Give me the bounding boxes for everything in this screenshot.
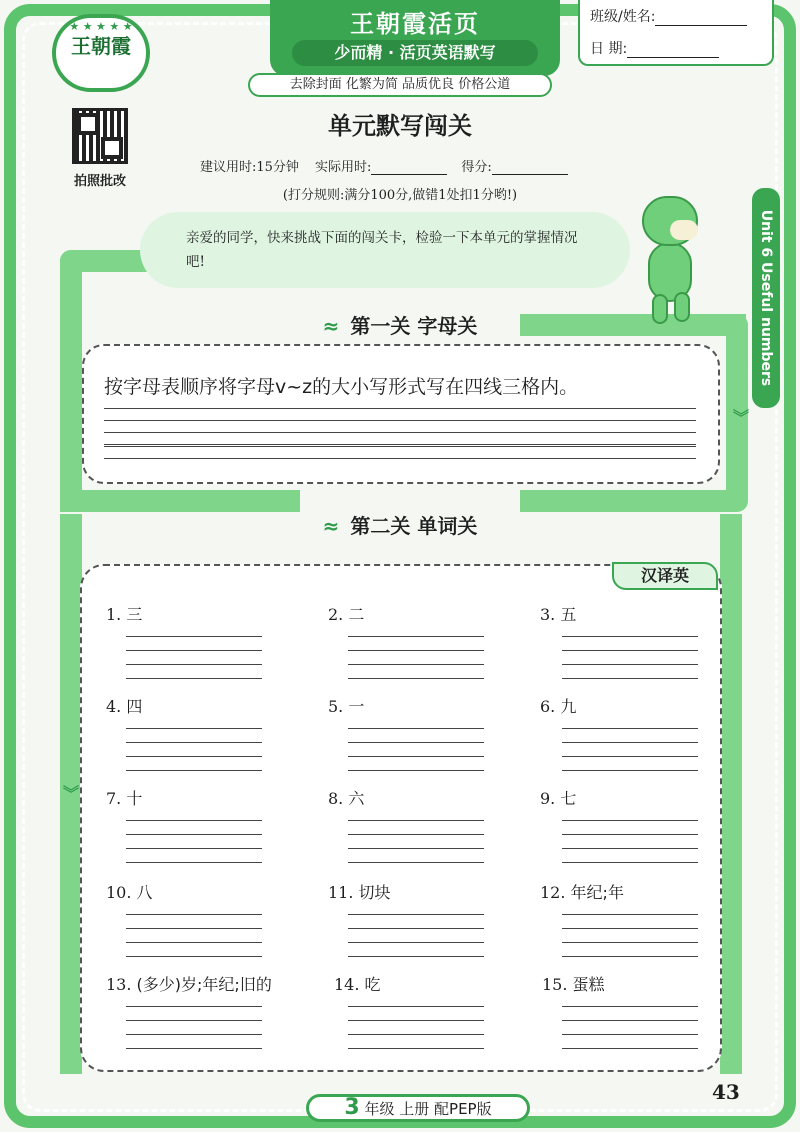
section1-title: 第一关 字母关 bbox=[350, 314, 478, 338]
answer-lines[interactable] bbox=[562, 820, 698, 868]
answer-lines[interactable] bbox=[562, 636, 698, 684]
vocab-item: 3. 五 bbox=[540, 605, 577, 624]
class-name-label: 班级/姓名: bbox=[590, 9, 656, 25]
answer-lines[interactable] bbox=[562, 728, 698, 776]
slogan: 去除封面 化繁为简 品质优良 价格公道 bbox=[248, 73, 552, 97]
writing-lines[interactable] bbox=[104, 408, 696, 446]
section2-heading bbox=[0, 510, 800, 539]
class-name-field[interactable] bbox=[655, 12, 747, 26]
answer-lines[interactable] bbox=[348, 1006, 484, 1054]
score-field[interactable] bbox=[492, 161, 568, 175]
answer-lines[interactable] bbox=[562, 914, 698, 962]
answer-lines[interactable] bbox=[562, 1006, 698, 1054]
time-info bbox=[200, 156, 568, 175]
brand-subtitle: 少而精 · 活页英语默写 bbox=[292, 40, 538, 66]
unit-tab bbox=[752, 188, 780, 408]
unit-tab-label: Unit 6 Useful numbers bbox=[758, 209, 774, 387]
class-name-row bbox=[590, 6, 747, 26]
vocab-item: 15. 蛋糕 bbox=[542, 975, 605, 994]
vocab-item: 12. 年纪;年 bbox=[540, 883, 624, 902]
score-label: 得分: bbox=[461, 160, 492, 175]
page-number: 43 bbox=[712, 1080, 740, 1104]
vocab-item: 5. 一 bbox=[328, 697, 365, 716]
grade-number: 3 bbox=[344, 1095, 360, 1120]
section1-instruction: 按字母表顺序将字母v~z的大小写形式写在四线三格内。 bbox=[104, 376, 579, 398]
chevron-down-icon: ︾ bbox=[733, 408, 750, 427]
vocab-item: 13. (多少)岁;年纪;旧的 bbox=[106, 975, 272, 994]
wave-icon: ≈ bbox=[322, 314, 340, 338]
track-left-bottom bbox=[60, 490, 300, 512]
student-info-box bbox=[578, 0, 774, 66]
wave-icon: ≈ bbox=[322, 514, 340, 538]
chevron-down-icon: ︾ bbox=[63, 784, 80, 803]
section1-heading bbox=[0, 310, 800, 339]
edition-pill bbox=[306, 1094, 530, 1122]
vocab-item: 7. 十 bbox=[106, 789, 143, 808]
vocab-item: 10. 八 bbox=[106, 883, 153, 902]
track-left-vertical bbox=[60, 250, 82, 512]
answer-lines[interactable] bbox=[348, 636, 484, 684]
vocab-item: 4. 四 bbox=[106, 697, 143, 716]
answer-lines[interactable] bbox=[126, 820, 262, 868]
vocab-item: 14. 吃 bbox=[334, 975, 381, 994]
logo-text: 王朝霞 bbox=[71, 34, 131, 58]
answer-lines[interactable] bbox=[348, 728, 484, 776]
brand-title: 王朝霞活页 bbox=[350, 9, 480, 38]
writing-lines[interactable] bbox=[104, 446, 696, 460]
answer-lines[interactable] bbox=[126, 1006, 262, 1054]
vocab-item: 1. 三 bbox=[106, 605, 143, 624]
vocab-item: 8. 六 bbox=[328, 789, 365, 808]
answer-lines[interactable] bbox=[126, 914, 262, 962]
scoring-rule: (打分规则:满分100分,做错1处扣1分哟!) bbox=[282, 188, 518, 203]
vocab-item: 6. 九 bbox=[540, 697, 577, 716]
vocab-item: 2. 二 bbox=[328, 605, 365, 624]
section2-title: 第二关 单词关 bbox=[350, 514, 478, 538]
vocab-item: 11. 切块 bbox=[328, 883, 391, 902]
actual-time-field[interactable] bbox=[371, 161, 447, 175]
answer-lines[interactable] bbox=[348, 820, 484, 868]
date-field[interactable] bbox=[627, 44, 719, 58]
brand-logo bbox=[52, 14, 150, 92]
translation-badge: 汉译英 bbox=[612, 562, 718, 590]
greeting-bubble: 亲爱的同学，快来挑战下面的闯关卡，检验一下本单元的掌握情况吧! bbox=[140, 212, 630, 288]
actual-time-label: 实际用时: bbox=[314, 160, 372, 175]
date-label: 日 期: bbox=[590, 41, 628, 57]
track-right-bottom bbox=[520, 490, 748, 512]
date-row bbox=[590, 38, 719, 58]
suggested-time: 建议用时:15分钟 bbox=[200, 160, 299, 175]
star-icon: ★ ★ ★ ★ ★ bbox=[69, 20, 133, 33]
qr-label: 拍照批改 bbox=[73, 174, 126, 189]
vocab-item: 9. 七 bbox=[540, 789, 577, 808]
answer-lines[interactable] bbox=[126, 728, 262, 776]
track-right-lower bbox=[720, 514, 742, 1074]
answer-lines[interactable] bbox=[126, 636, 262, 684]
page-title: 单元默写闯关 bbox=[328, 112, 472, 140]
edition-text: 年级 上册 配PEP版 bbox=[364, 1100, 492, 1118]
answer-lines[interactable] bbox=[348, 914, 484, 962]
